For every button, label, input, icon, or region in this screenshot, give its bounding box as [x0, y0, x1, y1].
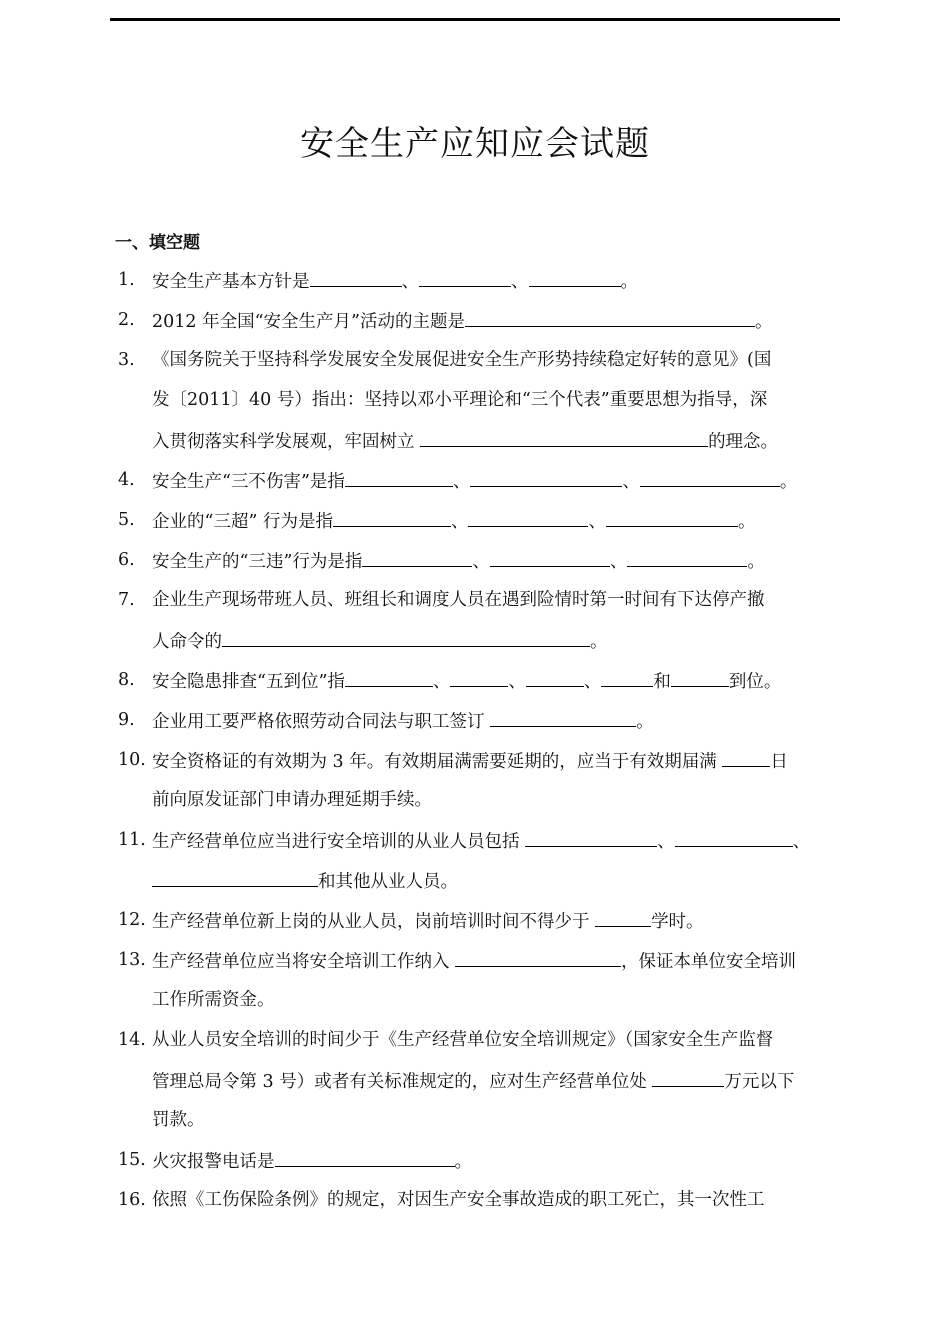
question-text: 学时。 — [651, 912, 704, 932]
question-line — [152, 306, 773, 334]
question-line — [152, 346, 771, 374]
question-text: 、 — [452, 472, 471, 492]
answer-blank[interactable] — [345, 466, 453, 487]
question-line — [152, 506, 755, 534]
question-line — [152, 866, 458, 894]
question-line — [152, 1146, 472, 1174]
question-text: 生产经营单位新上岗的从业人员，岗前培训时间不得少于 — [152, 912, 596, 932]
answer-blank[interactable] — [652, 1066, 724, 1087]
question-text: 依照《工伤保险条例》的规定，对因生产安全事故造成的职工死亡，其一次性工 — [152, 1190, 765, 1210]
question-text: 。 — [755, 312, 773, 332]
answer-blank[interactable] — [362, 546, 472, 567]
answer-blank[interactable] — [675, 826, 793, 847]
question-number: 8. — [118, 670, 135, 690]
question-line — [152, 626, 608, 654]
question-text: 、 — [588, 512, 606, 532]
answer-blank[interactable] — [525, 826, 657, 847]
answer-blank[interactable] — [468, 506, 588, 527]
question-text: 和其他从业人员。 — [318, 872, 458, 892]
question-line — [152, 1106, 205, 1134]
question-text: 、 — [508, 672, 526, 692]
question-number: 1. — [118, 270, 135, 290]
page-title: 安全生产应知应会试题 — [300, 124, 650, 164]
question-number: 10. — [118, 750, 146, 770]
answer-blank[interactable] — [222, 626, 590, 647]
question-line — [152, 946, 796, 974]
question-number: 6. — [118, 550, 135, 570]
question-text: 、 — [792, 832, 811, 852]
question-line — [152, 826, 810, 854]
question-text: 火灾报警电话是 — [152, 1152, 275, 1172]
question-text: 工作所需资金。 — [152, 990, 275, 1010]
question-number: 15. — [118, 1150, 146, 1170]
answer-blank[interactable] — [310, 266, 402, 287]
question-text: 。 — [779, 472, 798, 492]
question-number: 3. — [118, 350, 135, 370]
question-line — [152, 466, 797, 494]
question-text: 安全生产的“三违”行为是指 — [152, 552, 363, 572]
question-line — [152, 546, 765, 574]
question-text: 《国务院关于坚持科学发展安全发展促进安全生产形势持续稳定好转的意见》(国 — [152, 350, 772, 370]
question-text: 、 — [583, 672, 602, 692]
question-text: 、 — [622, 472, 640, 492]
answer-blank[interactable] — [595, 906, 651, 927]
question-text: 、 — [511, 272, 529, 292]
section-heading: 一、填空题 — [115, 233, 200, 253]
question-text: 、 — [472, 552, 490, 572]
answer-blank[interactable] — [490, 546, 610, 567]
answer-blank[interactable] — [275, 1146, 455, 1167]
question-number: 14. — [118, 1030, 146, 1050]
question-text: 从业人员安全培训的时间少于《生产经营单位安全培训规定》（国家安全生产监督 — [152, 1030, 774, 1050]
question-text: 安全生产基本方针是 — [152, 272, 310, 292]
question-line — [152, 1186, 765, 1214]
question-number: 4. — [118, 470, 135, 490]
question-line — [152, 706, 654, 734]
question-text: 生产经营单位应当进行安全培训的从业人员包括 — [152, 832, 526, 852]
answer-blank[interactable] — [640, 466, 780, 487]
question-line — [152, 1026, 773, 1054]
question-line — [152, 386, 767, 414]
answer-blank[interactable] — [627, 546, 747, 567]
question-text: 到位。 — [728, 672, 782, 692]
question-text: 发〔2011〕40 号）指出：坚持以邓小平理论和“三个代表”重要思想为指导，深 — [152, 390, 768, 410]
question-text: 企业用工要严格依照劳动合同法与职工签订 — [152, 712, 491, 732]
answer-blank[interactable] — [455, 946, 621, 967]
question-text: 、 — [432, 672, 451, 692]
question-number: 11. — [118, 830, 146, 850]
answer-blank[interactable] — [722, 746, 770, 767]
question-line — [152, 586, 765, 614]
question-text: 。 — [454, 1152, 472, 1172]
question-number: 2. — [118, 310, 135, 330]
question-text: 安全资格证的有效期为 3 年。有效期届满需要延期的，应当于有效期届满 — [152, 752, 723, 772]
question-text: 罚款。 — [152, 1110, 205, 1130]
question-number: 16. — [118, 1190, 146, 1210]
question-text: 的理念。 — [708, 432, 779, 452]
answer-blank[interactable] — [152, 866, 318, 887]
question-number: 7. — [118, 590, 135, 610]
header-rule — [110, 18, 840, 21]
question-text: 万元以下 — [724, 1072, 795, 1092]
question-text: 入贯彻落实科学发展观，牢固树立 — [152, 432, 421, 452]
question-text: 。 — [737, 512, 756, 532]
answer-blank[interactable] — [345, 666, 433, 687]
answer-blank[interactable] — [529, 266, 621, 287]
answer-blank[interactable] — [606, 506, 738, 527]
question-number: 5. — [118, 510, 135, 530]
question-text: 管理总局令第 3 号）或者有关标准规定的，应对生产经营单位处 — [152, 1072, 653, 1092]
question-number: 12. — [118, 910, 146, 930]
question-number: 9. — [118, 710, 135, 730]
question-text: 、 — [401, 272, 419, 292]
question-text: 。 — [620, 272, 638, 292]
question-text: 前向原发证部门申请办理延期手续。 — [152, 790, 432, 810]
question-text: 人命令的 — [152, 632, 222, 652]
question-text: 。 — [590, 632, 608, 652]
question-number: 13. — [118, 950, 146, 970]
answer-blank[interactable] — [601, 666, 653, 687]
question-text: 安全隐患排查“五到位”指 — [152, 672, 345, 692]
question-text: 2012 年全国“安全生产月”活动的主题是 — [152, 312, 465, 332]
answer-blank[interactable] — [526, 666, 584, 687]
question-text: 。 — [636, 712, 654, 732]
answer-blank[interactable] — [333, 506, 451, 527]
answer-blank[interactable] — [671, 666, 729, 687]
answer-blank[interactable] — [490, 706, 636, 727]
question-text: 安全生产“三不伤害”是指 — [152, 472, 345, 492]
question-text: 、 — [657, 832, 675, 852]
question-line — [152, 1066, 794, 1094]
answer-blank[interactable] — [470, 466, 622, 487]
question-text: 、 — [609, 552, 628, 572]
question-text: ，保证本单位安全培训 — [621, 952, 797, 972]
answer-blank[interactable] — [420, 426, 708, 447]
question-line — [152, 906, 704, 934]
question-text: 生产经营单位应当将安全培训工作纳入 — [152, 952, 456, 972]
answer-blank[interactable] — [450, 666, 508, 687]
question-line — [152, 986, 275, 1014]
question-line — [152, 746, 788, 774]
answer-blank[interactable] — [419, 266, 511, 287]
question-line — [152, 426, 778, 454]
question-text: 日 — [770, 752, 788, 772]
question-line — [152, 666, 781, 694]
question-text: 企业的“三超” 行为是指 — [152, 512, 333, 532]
question-line — [152, 786, 432, 814]
question-text: 。 — [747, 552, 765, 572]
question-text: 、 — [450, 512, 469, 532]
question-text: 和 — [653, 672, 671, 692]
question-line — [152, 266, 638, 294]
question-text: 企业生产现场带班人员、班组长和调度人员在遇到险情时第一时间有下达停产撤 — [152, 590, 765, 610]
answer-blank[interactable] — [465, 306, 755, 327]
